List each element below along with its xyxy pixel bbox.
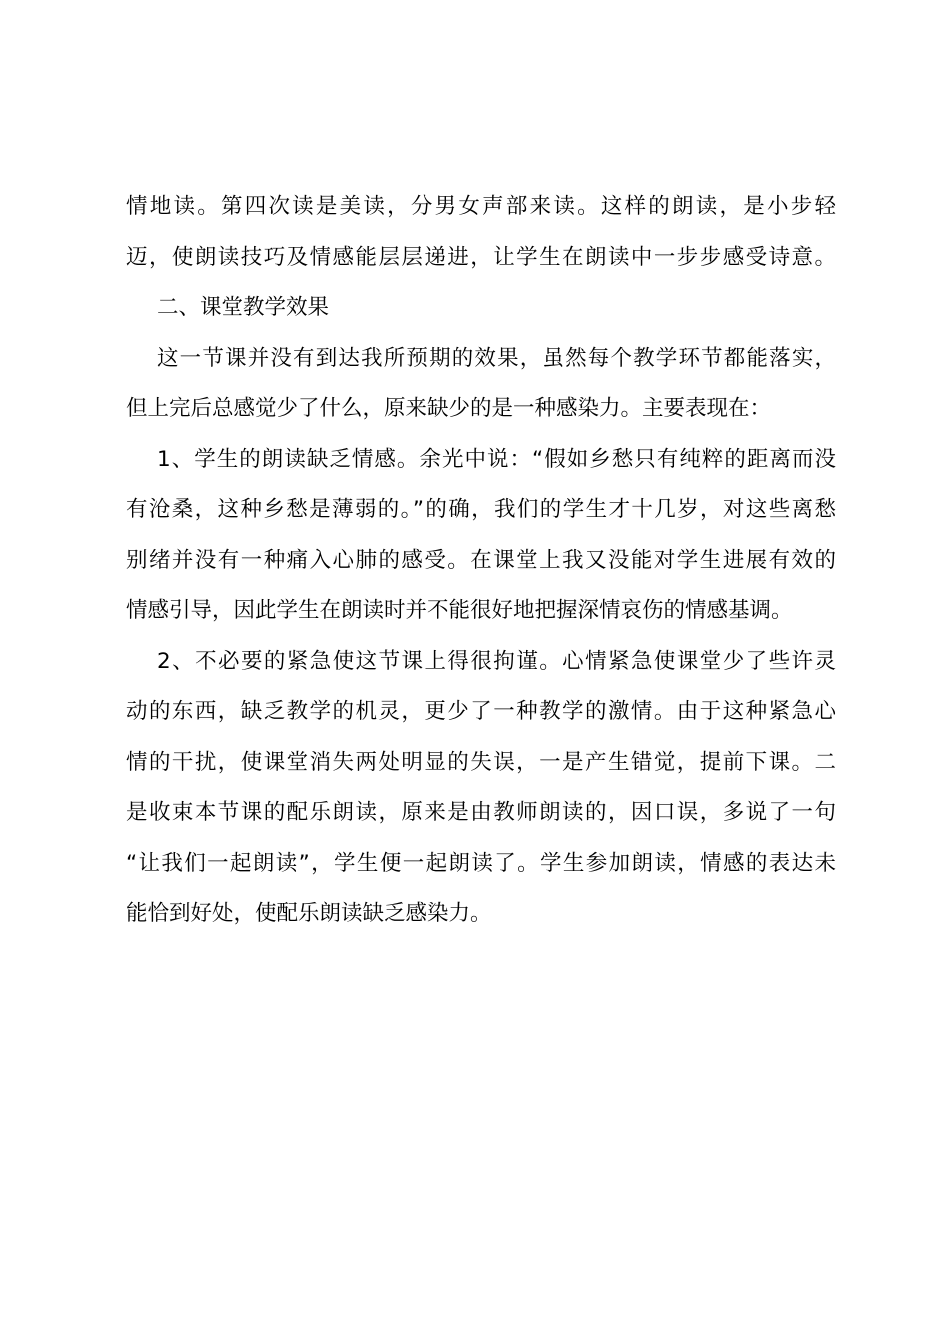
text-line: 但上完后总感觉少了什么，原来缺少的是一种感染力。主要表现在： xyxy=(126,396,772,421)
text-line: 这一节课并没有到达我所预期的效果，虽然每个教学环节都能落实， xyxy=(157,345,836,371)
text-line: 情感引导，因此学生在朗读时并不能很好地把握深情哀伤的情感基调。 xyxy=(126,598,793,623)
text-line: 迈，使朗读技巧及情感能层层递进，让学生在朗读中一步步感受诗意。 xyxy=(126,244,836,270)
text-line: “让我们一起朗读”，学生便一起朗读了。学生参加朗读，情感的表达未 xyxy=(126,850,836,876)
text-line: 2、不必要的紧急使这节课上得很拘谨。心情紧急使课堂少了些许灵 xyxy=(157,648,836,674)
text-line: 1、学生的朗读缺乏情感。余光中说：“假如乡愁只有纯粹的距离而没 xyxy=(157,446,836,472)
text-line: 情的干扰，使课堂消失两处明显的失误，一是产生错觉，提前下课。二 xyxy=(126,749,836,775)
text-line: 是收束本节课的配乐朗读，原来是由教师朗读的，因口误，多说了一句 xyxy=(126,800,836,825)
document-body xyxy=(126,182,836,940)
text-line: 情地读。第四次读是美读，分男女声部来读。这样的朗读，是小步轻 xyxy=(126,194,836,219)
text-line: 别绪并没有一种痛入心肺的感受。在课堂上我又没能对学生进展有效的 xyxy=(126,547,836,573)
text-line: 动的东西，缺乏教学的机灵，更少了一种教学的激情。由于这种紧急心 xyxy=(126,699,836,724)
section-heading: 二、课堂教学效果 xyxy=(157,295,330,320)
text-line: 有沧桑，这种乡愁是薄弱的。”的确，我们的学生才十几岁，对这些离愁 xyxy=(126,497,836,522)
text-line: 能恰到好处，使配乐朗读缺乏感染力。 xyxy=(126,901,492,926)
